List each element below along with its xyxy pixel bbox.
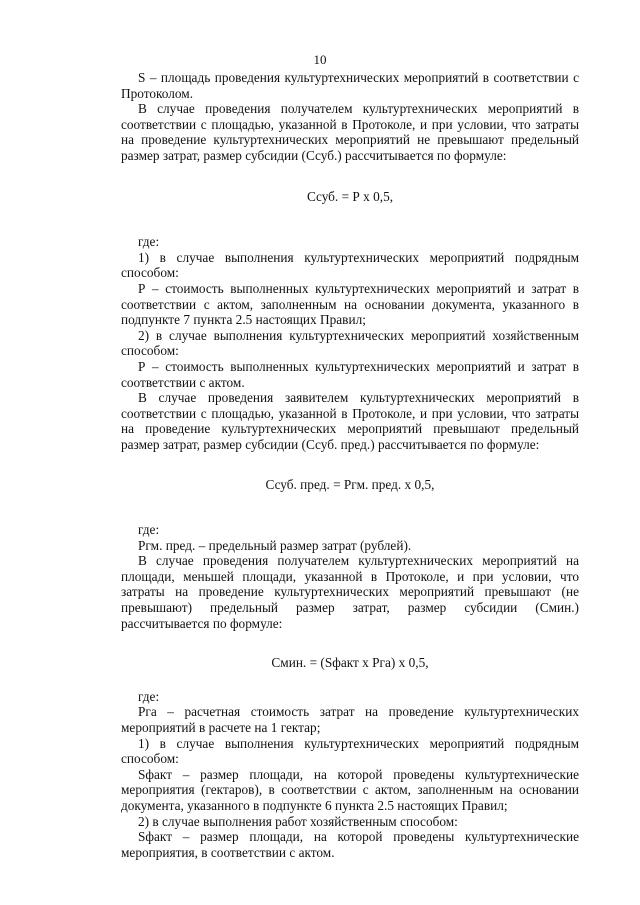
paragraph-rgm-definition: Ргм. пред. – предельный размер затрат (рублей). (138, 537, 412, 553)
paragraph-contract-method: 1) в случае выполнения культуртехнических мероприятий подрядным способом: (121, 735, 579, 767)
paragraph-rga-definition: Рга – расчетная стоимость затрат на проведение культуртехнических мероприятий в расчете на 1 гектар; (121, 704, 579, 735)
document-body (121, 70, 579, 860)
paragraph-p-definition-contract: Р – стоимость выполненных культуртехнических мероприятий и затрат в соответствии с актом, заполненным на основании документа, указанного в подпункте 7 пункта 2.5 настоящих Правил; (121, 280, 579, 328)
paragraph-case-smaller-area: В случае проведения получателем культуртехнических мероприятий на площади, меньшей площади, указанной в Протоколе, и при условии, что затраты на проведение культуртехнических мероприятий превышают (не превышают) предельный размер затрат, размер субсидии (Смин.) рассчитывается по формуле: (121, 553, 579, 631)
where-label: где: (138, 234, 160, 250)
paragraph-sfact-definition-contract: Sфакт – размер площади, на которой проведены культуртехнические мероприятия (гектаров), в соответствии с актом, заполненным на основании документа, указанного в подпункте 6 пункта 2.5 настоящих Правил; (121, 766, 579, 813)
paragraph-economic-method: 2) в случае выполнения культуртехнических мероприятий хозяйственным способом: (121, 327, 579, 359)
formula-ssub-pred: Ссуб. пред. = Ргм. пред. х 0,5, (265, 477, 435, 493)
formula-smin: Смин. = (Sфакт х Рга) х 0,5, (271, 655, 429, 671)
paragraph-case-within-limit: В случае проведения получателем культуртехнических мероприятий в соответствии с площадью, указанной в Протоколе, и при условии, что затраты на проведение культуртехнических мероприятий не превышают предельный размер затрат, размер субсидии (Ссуб.) рассчитывается по формуле: (121, 101, 579, 163)
paragraph-s-definition: S – площадь проведения культуртехнических мероприятий в соответствии с Протоколом. (121, 70, 579, 101)
where-label: где: (138, 522, 160, 538)
paragraph-sfact-definition-economic: Sфакт – размер площади, на которой проведены культуртехнические мероприятия, в соответствии с актом. (121, 829, 579, 860)
paragraph-p-definition-economic: Р – стоимость выполненных культуртехнических мероприятий и затрат в соответствии с актом. (121, 358, 579, 390)
paragraph-case-exceeds-limit: В случае проведения заявителем культуртехнических мероприятий в соответствии с площадью, указанной в Протоколе, и при условии, что затраты на проведение культуртехнических мероприятий превышают предельный размер затрат, размер субсидии (Ссуб. пред.) рассчитывается по формуле: (121, 390, 579, 452)
paragraph-economic-method: 2) в случае выполнения работ хозяйственным способом: (138, 813, 458, 829)
page-number: 10 (313, 52, 327, 67)
formula-ssub: Ссуб. = Р х 0,5, (306, 188, 394, 204)
paragraph-contract-method: 1) в случае выполнения культуртехнических мероприятий подрядным способом: (121, 249, 579, 281)
where-label: где: (138, 688, 160, 704)
